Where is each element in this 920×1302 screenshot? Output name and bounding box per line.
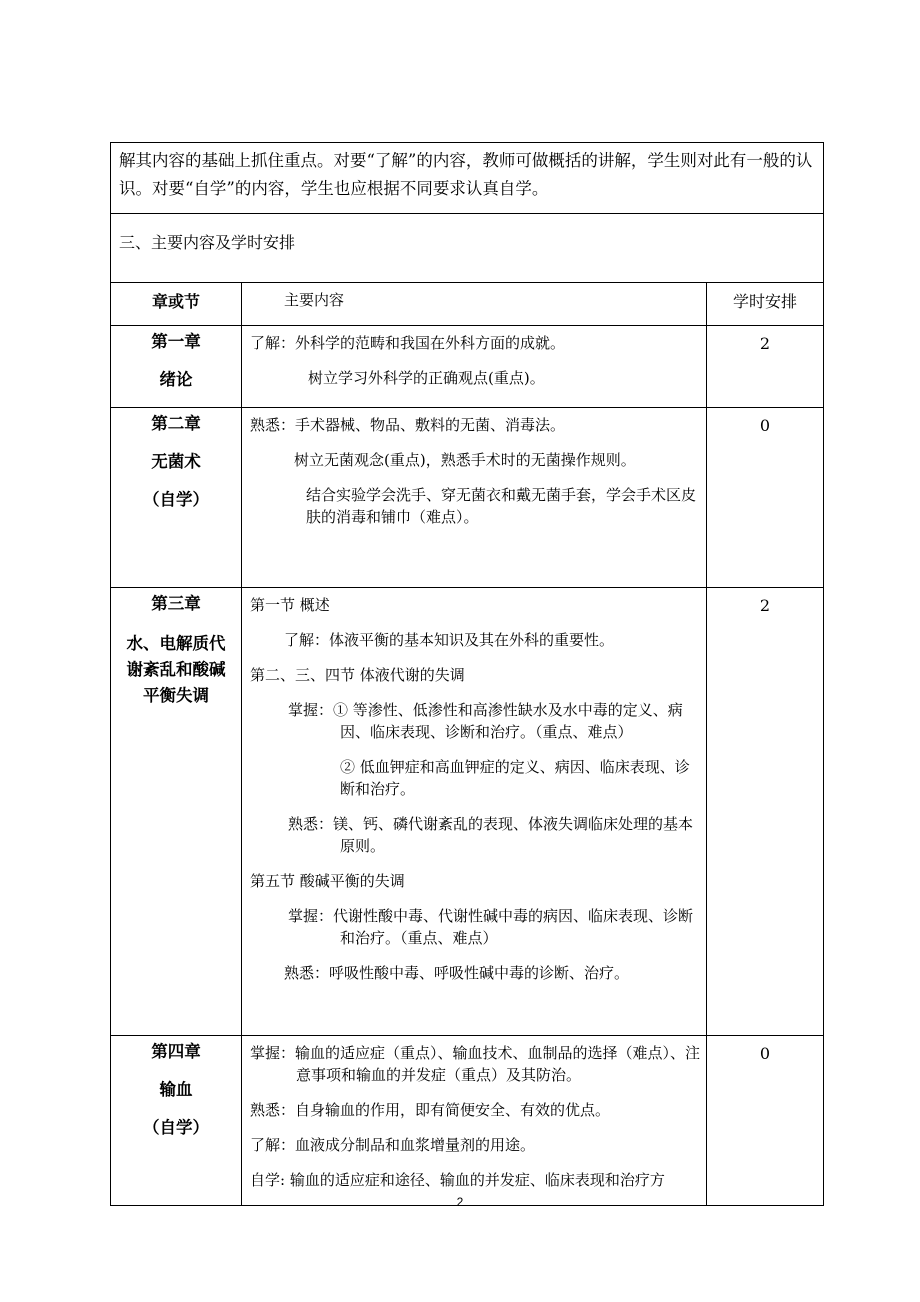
- content-line: 结合实验学会洗手、穿无菌衣和戴无菌手套，学会手术区皮肤的消毒和铺巾（难点）。: [306, 486, 697, 526]
- page-number: 2: [456, 1195, 464, 1209]
- content-line: 自学: 输血的适应症和途径、输血的并发症、临床表现和治疗方: [250, 1171, 665, 1189]
- table-row: [111, 326, 824, 408]
- chapter-cell: [111, 326, 242, 408]
- chapter-title-line: 谢紊乱和酸碱: [126, 660, 226, 679]
- intro-paragraph: 解其内容的基础上抓住重点。对要“了解”的内容，教师可做概括的讲解，学生则对此有一般的认识。对要“自学”的内容，学生也应根据不同要求认真自学。: [111, 143, 824, 214]
- chapter-number: 第三章: [151, 594, 201, 613]
- content-line: 了解：外科学的范畴和我国在外科方面的成就。: [250, 334, 566, 352]
- content-line: 掌握：① 等渗性、低渗性和高渗性缺水及水中毒的定义、病因、临床表现、诊断和治疗。（重点、难点）: [288, 701, 683, 741]
- table-row: [111, 1036, 824, 1206]
- content-line: 了解：血液成分制品和血浆增量剂的用途。: [250, 1136, 536, 1154]
- content-line: 熟悉：镁、钙、磷代谢紊乱的表现、体液失调临床处理的基本原则。: [288, 815, 694, 855]
- table-row: [111, 588, 824, 1036]
- content-line: 熟悉：呼吸性酸中毒、呼吸性碱中毒的诊断、治疗。: [284, 964, 630, 982]
- content-line: 掌握：输血的适应症（重点）、输血技术、血制品的选择（难点）、注意事项和输血的并发症（重点）及其防治。: [250, 1044, 701, 1084]
- hours-cell: 2: [707, 326, 824, 408]
- table-header-row: [111, 283, 824, 326]
- content-line: 第五节 酸碱平衡的失调: [250, 872, 405, 890]
- content-cell: [242, 326, 707, 408]
- content-line: 第二、三、四节 体液代谢的失调: [250, 666, 465, 684]
- hours-cell: 0: [707, 408, 824, 588]
- header-hours: 学时安排: [707, 283, 824, 326]
- chapter-cell: [111, 1036, 242, 1206]
- content-cell: [242, 588, 707, 1036]
- content-line: 熟悉：自身输血的作用，即有简便安全、有效的优点。: [250, 1101, 611, 1119]
- content-line: ② 低血钾症和高血钾症的定义、病因、临床表现、诊断和治疗。: [340, 758, 690, 798]
- chapter-cell: [111, 588, 242, 1036]
- content-cell: [242, 1036, 707, 1206]
- hours-cell: 2: [707, 588, 824, 1036]
- chapter-number: 第二章: [151, 414, 201, 433]
- hours-cell: 0: [707, 1036, 824, 1206]
- section-title: 三、主要内容及学时安排: [111, 214, 824, 283]
- chapter-title-line: 水、电解质代: [126, 634, 226, 653]
- chapter-note: （自学）: [143, 490, 209, 509]
- header-content: 主要内容: [242, 283, 707, 326]
- content-line: 第一节 概述: [250, 596, 330, 614]
- chapter-note: （自学）: [143, 1118, 209, 1137]
- content-line: 掌握：代谢性酸中毒、代谢性碱中毒的病因、临床表现、诊断和治疗。（重点、难点）: [288, 907, 694, 947]
- chapter-title: 输血: [159, 1080, 193, 1099]
- chapter-title-line: 平衡失调: [143, 686, 209, 705]
- content-line: 树立学习外科学的正确观点(重点)。: [308, 369, 545, 387]
- content-line: 了解：体液平衡的基本知识及其在外科的重要性。: [284, 631, 615, 649]
- chapter-cell: [111, 408, 242, 588]
- chapter-number: 第四章: [151, 1042, 201, 1061]
- chapter-number: 第一章: [151, 332, 201, 351]
- content-line: 树立无菌观念(重点)，熟悉手术时的无菌操作规则。: [294, 451, 636, 469]
- table-row: [111, 408, 824, 588]
- header-chapter: 章或节: [111, 283, 242, 326]
- content-cell: [242, 408, 707, 588]
- content-line: 熟悉：手术器械、物品、敷料的无菌、消毒法。: [250, 416, 566, 434]
- syllabus-table: [110, 142, 824, 1206]
- chapter-title: 无菌术: [151, 452, 201, 471]
- chapter-title: 绪论: [159, 370, 193, 389]
